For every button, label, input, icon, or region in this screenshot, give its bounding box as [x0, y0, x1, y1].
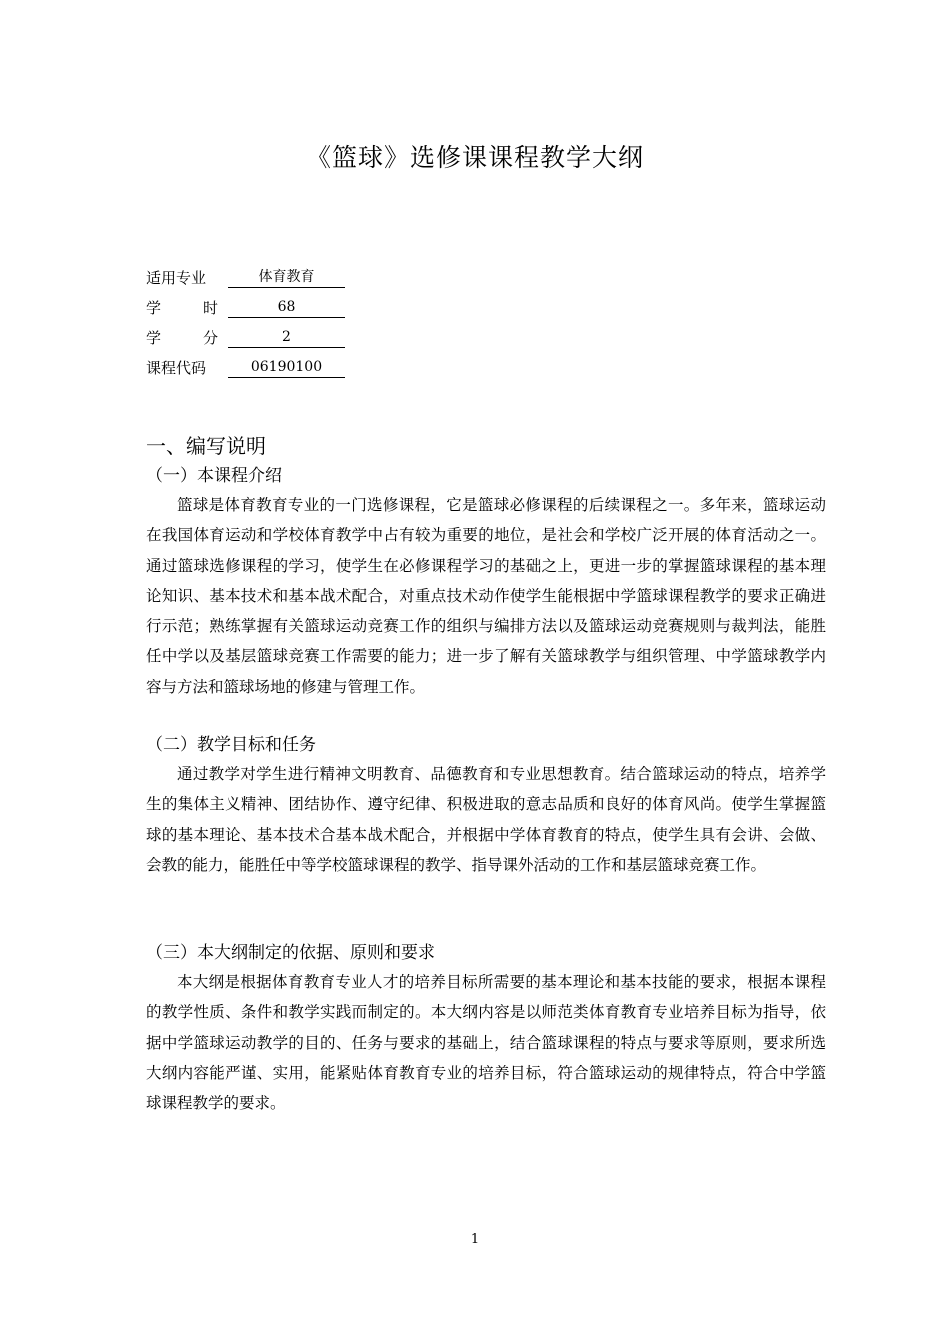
- subsection-heading: （一）本课程介绍: [146, 466, 282, 486]
- subsection-paragraph: 通过教学对学生进行精神文明教育、品德教育和专业思想教育。结合篮球运动的特点，培养学生的集体主义精神、团结协作、遵守纪律、积极进取的意志品质和良好的体育风尚。使学生掌握篮球的基本理论、基本技术合基本战术配合，并根据中学体育教育的特点，使学生具有会讲、会做、会教的能力，能胜任中等学校篮球课程的教学、指导课外活动的工作和基层篮球竞赛工作。: [146, 765, 826, 874]
- meta-value-hours: 68: [228, 298, 345, 318]
- meta-value-credits: 2: [228, 328, 345, 348]
- course-info: [146, 258, 406, 378]
- section-heading: 一、编写说明: [146, 434, 266, 458]
- meta-label-hours: 学 时: [146, 299, 218, 317]
- meta-label-code: 课程代码: [146, 359, 207, 377]
- subsection-intro: [146, 462, 826, 702]
- meta-value-code: 06190100: [228, 358, 345, 378]
- meta-value-major: 体育教育: [228, 268, 345, 288]
- page-number: 1: [470, 1232, 480, 1247]
- subsection-heading: （二）教学目标和任务: [146, 735, 316, 755]
- subsection-paragraph: 本大纲是根据体育教育专业人才的培养目标所需要的基本理论和基本技能的要求，根据本课程的教学性质、条件和教学实践而制定的。本大纲内容是以师范类体育教育专业培养目标为指导，依据中学篮球运动教学的目的、任务与要求的基础上，结合篮球课程的特点与要求等原则，要求所选大纲内容能严谨、实用，能紧贴体育教育专业的培养目标，符合篮球运动的规律特点，符合中学篮球课程教学的要求。: [146, 973, 826, 1113]
- meta-row-code: [146, 348, 406, 378]
- meta-label-credits: 学 分: [146, 329, 218, 347]
- subsection-principles: [146, 939, 826, 1118]
- document-title: 《篮球》选修课课程教学大纲: [305, 143, 644, 172]
- subsection-paragraph: 篮球是体育教育专业的一门选修课程，它是篮球必修课程的后续课程之一。多年来，篮球运动在我国体育运动和学校体育教学中占有较为重要的地位，是社会和学校广泛开展的体育活动之一。通过篮球选修课程的学习，使学生在必修课程学习的基础之上，更进一步的掌握篮球课程的基本理论知识、基本技术和基本战术配合，对重点技术动作使学生能根据中学篮球课程教学的要求正确进行示范；熟练掌握有关篮球运动竞赛工作的组织与编排方法以及篮球运动竞赛规则与裁判法，能胜任中学以及基层篮球竞赛工作需要的能力；进一步了解有关篮球教学与组织管理、中学篮球教学内容与方法和篮球场地的修建与管理工作。: [146, 496, 826, 696]
- meta-row-credits: [146, 318, 406, 348]
- meta-row-major: [146, 258, 406, 288]
- meta-row-hours: [146, 288, 406, 318]
- meta-label-major: 适用专业: [146, 269, 207, 287]
- subsection-heading: （三）本大纲制定的依据、原则和要求: [146, 943, 435, 963]
- subsection-goals: [146, 731, 826, 880]
